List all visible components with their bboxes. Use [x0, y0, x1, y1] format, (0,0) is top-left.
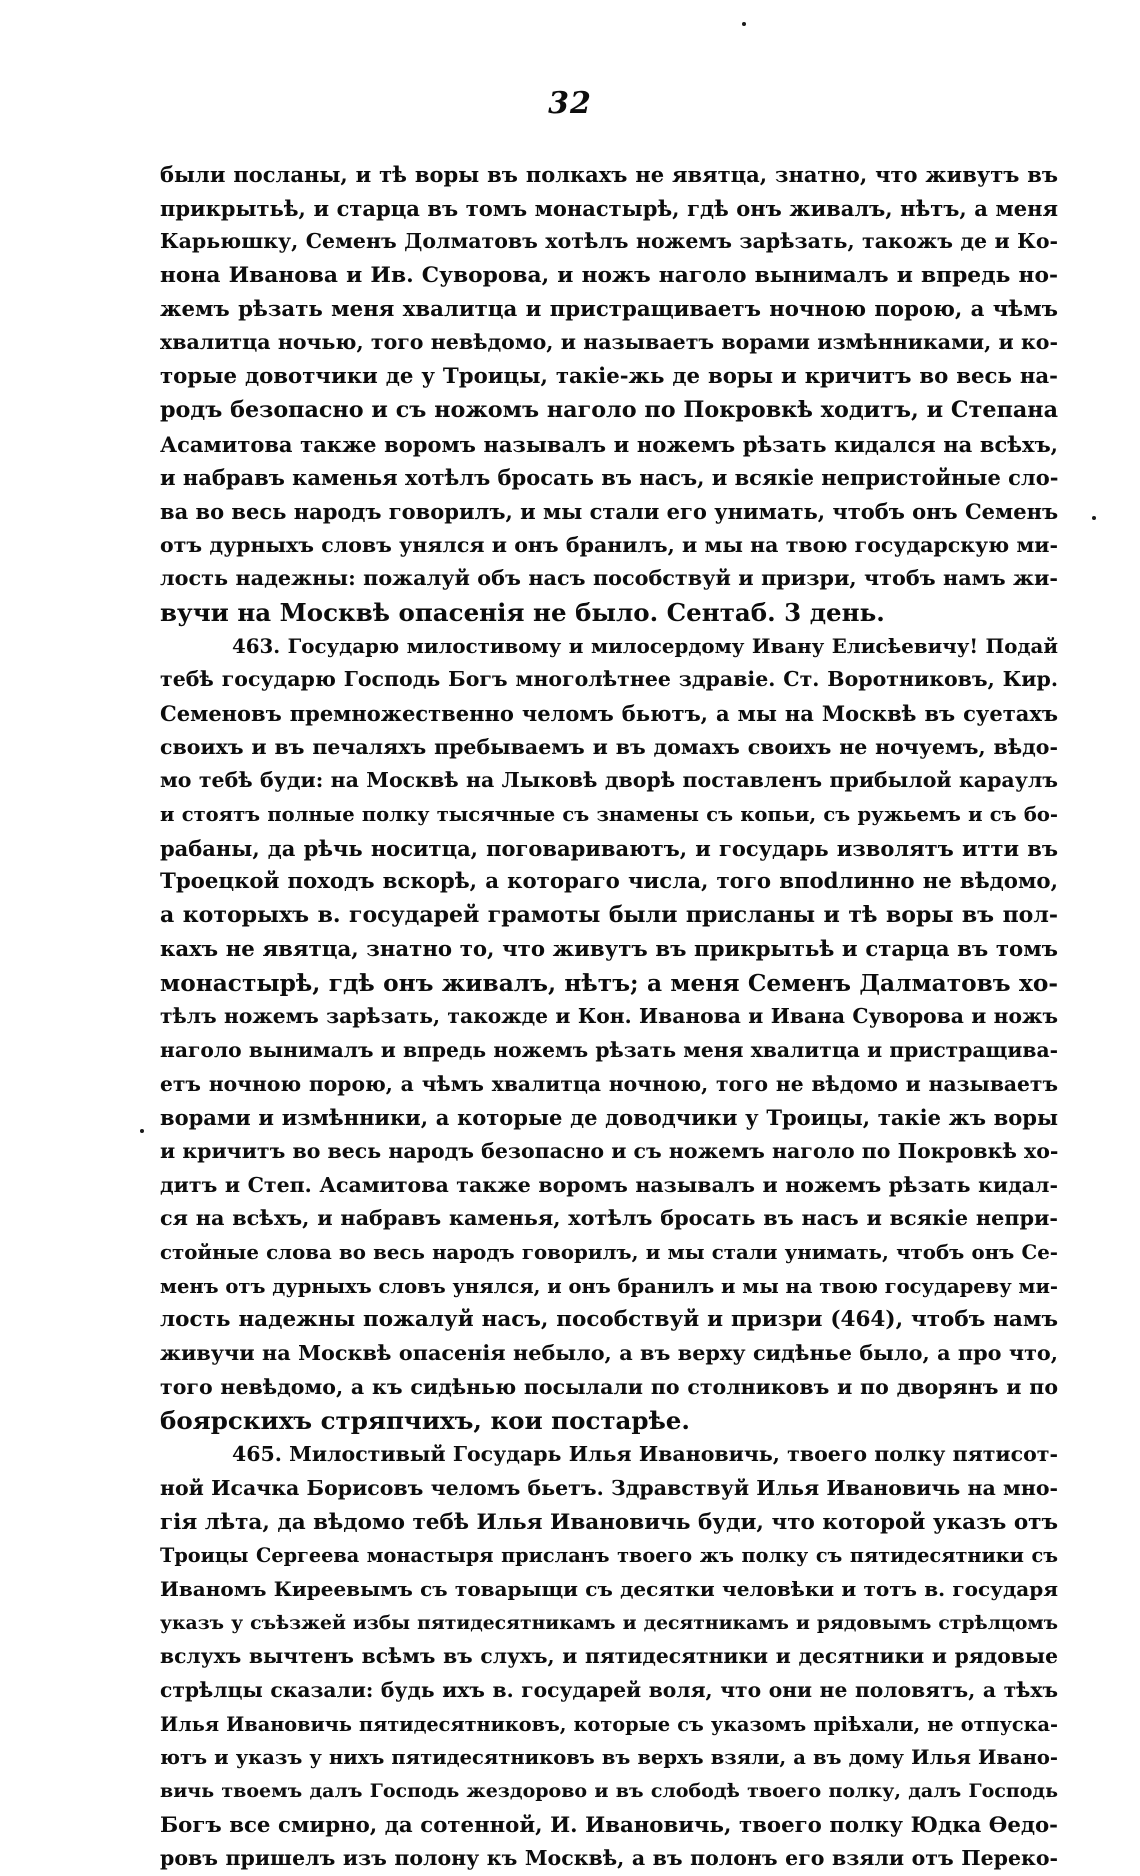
text-line: вучи на Москвѣ опасенія не было. Сентаб. 3 день.	[160, 597, 885, 627]
text-line: Иваномъ Киреевымъ съ товарыщи съ десятки человѣки и тотъ в. государя	[160, 1576, 1058, 1601]
text-line: монастырѣ, гдѣ онъ живалъ, нѣтъ; а меня Семенъ Далматовъ хо-	[160, 969, 1058, 997]
text-line: живучи на Москвѣ опасенія небыло, а въ верху сидѣнье было, а про что,	[160, 1341, 1058, 1366]
body-text	[160, 158, 1058, 1876]
text-line: Троицы Сергеева монастыря присланъ твоего жъ полку съ пятидесятники съ	[160, 1544, 1058, 1568]
text-line: стойные слова во весь народъ говорилъ, и мы стали унимать, чтобъ онъ Се-	[160, 1240, 1058, 1264]
text-line: были посланы, и тѣ воры въ полкахъ не явятца, знатно, что живутъ въ	[160, 162, 1058, 187]
text-line: своихъ и въ печаляхъ пребываемъ и въ домахъ своихъ не ночуемъ, вѣдо-	[160, 734, 1058, 759]
text-line: тебѣ государю Господь Богъ многолѣтнее здравіе. Ст. Воротниковъ, Кир.	[160, 667, 1058, 692]
text-line: наголо вынималъ и впредь ножемъ рѣзать меня хвалитца и пристращива-	[160, 1037, 1058, 1062]
text-line: указъ у съѣзжей избы пятидесятникамъ и десятникамъ и рядовымъ стрѣлцомъ	[160, 1611, 1058, 1634]
paragraph	[160, 158, 1058, 630]
text-line: хвалитца ночью, того невѣдомо, и называетъ ворами измѣнниками, и ко-	[160, 330, 1058, 355]
text-line: 463. Государю милостивому и милосердому Ивану Елисѣевичу! Подай	[232, 633, 1058, 658]
text-line: и стоятъ полные полку тысячные съ знамены съ копьи, съ ружьемъ и съ бо-	[160, 803, 1058, 827]
text-line: етъ ночною порою, а чѣмъ хвалитца ночною, того не вѣдомо и называетъ	[160, 1071, 1058, 1096]
text-line: ровъ пришелъ изъ полону къ Москвѣ, а въ полонъ его взяли отъ Переко-	[160, 1846, 1058, 1871]
text-line: отъ дурныхъ словъ унялся и онъ бранилъ, и мы на твою государскую ми-	[160, 532, 1058, 557]
text-line: боярскихъ стряпчихъ, кои постарѣе.	[160, 1406, 690, 1436]
text-line: тѣлъ ножемъ зарѣзать, такожде и Кон. Иванова и Ивана Суворова и ножъ	[160, 1004, 1058, 1029]
text-line: а которыхъ в. государей грамоты были присланы и тѣ воры въ пол-	[160, 902, 1058, 929]
text-line: рабаны, да рѣчь носитца, поговариваютъ, и государь изволятъ итти въ	[160, 835, 1058, 861]
text-line: мо тебѣ буди: на Москвѣ на Лыковѣ дворѣ поставленъ прибылой караулъ	[160, 768, 1058, 793]
text-line: гія лѣта, да вѣдомо тебѣ Илья Ивановичь буди, что которой указъ отъ	[160, 1509, 1058, 1535]
text-line: лость надежны пожалуй насъ, пособствуй и призри (464), чтобъ намъ	[160, 1307, 1058, 1333]
text-line: ютъ и указъ у нихъ пятидесятниковъ въ верхъ взяли, а въ дому Илья Ивано-	[160, 1746, 1058, 1770]
text-line: Асамитова также воромъ называлъ и ножемъ рѣзать кидался на всѣхъ,	[160, 431, 1058, 457]
text-line: родъ безопасно и съ ножомъ наголо по Покровкѣ ходитъ, и Степана	[160, 396, 1058, 423]
scan-speck	[1092, 516, 1096, 520]
text-line: и кричитъ во весь народъ безопасно и съ ножемъ наголо по Покровкѣ хо-	[160, 1138, 1058, 1163]
text-line: нона Иванова и Ив. Суворова, и ножъ наголо вынималъ и впредь но-	[160, 263, 1058, 289]
text-line: лость надежны: пожалуй объ насъ пособствуй и призри, чтобъ намъ жи-	[160, 566, 1058, 591]
text-line: менъ отъ дурныхъ словъ унялся, и онъ бранилъ и мы на твою государеву ми-	[160, 1274, 1058, 1298]
text-line: ворами и измѣнники, а которые де доводчики у Троицы, такіе жъ воры	[160, 1105, 1058, 1131]
text-line: Богъ все смирно, да сотенной, И. Ивановичь, твоего полку Юдка Ѳедо-	[160, 1812, 1058, 1838]
text-line: торые довотчики де у Троицы, такіе-жь де воры и кричитъ во весь на-	[160, 364, 1058, 390]
text-line: Карьюшку, Семенъ Долматовъ хотѣлъ ножемъ зарѣзать, такожъ де и Ко-	[160, 229, 1058, 254]
text-line: Троецкой походъ вскорѣ, а котораго числа, того впodлинно не вѣдомо,	[160, 869, 1058, 895]
text-line: Илья Ивановичь пятидесятниковъ, которые съ указомъ пріѣхали, не отпуска-	[160, 1712, 1058, 1736]
text-line: стрѣлцы сказали: будь ихъ в. государей воля, что они не половятъ, а тѣхъ	[160, 1677, 1058, 1702]
text-line: Семеновъ премножественно челомъ бьютъ, а мы на Москвѣ въ суетахъ	[160, 701, 1058, 726]
text-line: ва во весь народъ говорилъ, и мы стали его унимать, чтобъ онъ Семенъ	[160, 498, 1058, 524]
paragraph	[160, 1438, 1058, 1876]
text-line: прикрытьѣ, и старца въ томъ монастырѣ, гдѣ онъ живалъ, нѣтъ, а меня	[160, 195, 1058, 221]
text-line: ной Исачка Борисовъ челомъ бьетъ. Здравствуй Илья Ивановичь на мно-	[160, 1475, 1058, 1500]
text-line: того невѣдомо, а къ сидѣнью посылали по столниковъ и по дворянъ и по	[160, 1374, 1058, 1399]
text-line: жемъ рѣзать меня хвалитца и пристращиваетъ ночною порою, а чѣмъ	[160, 296, 1058, 322]
text-line: ся на всѣхъ, и набравъ каменья, хотѣлъ бросать въ насъ и всякіе непри-	[160, 1206, 1058, 1231]
paragraph	[160, 630, 1058, 1439]
page-number: 32	[548, 86, 592, 121]
text-line: 465. Милостивый Государь Илья Ивановичь, твоего полку пятисот-	[232, 1442, 1058, 1467]
scan-speck	[742, 22, 746, 26]
text-line: кахъ не явятца, знатно то, что живутъ въ прикрытьѣ и старца въ томъ	[160, 936, 1058, 962]
text-line: вичь твоемъ далъ Господь жездорово и въ слободѣ твоего полку, далъ Господь	[160, 1780, 1058, 1802]
text-line: вслухъ вычтенъ всѣмъ въ слухъ, и пятидесятники и десятники и рядовые	[160, 1644, 1058, 1669]
text-line: и набравъ каменья хотѣлъ бросать въ насъ, и всякіе непристойные сло-	[160, 465, 1058, 491]
scan-speck	[140, 1129, 144, 1133]
text-line: дитъ и Степ. Асамитова также воромъ называлъ и ножемъ рѣзать кидал-	[160, 1172, 1058, 1197]
